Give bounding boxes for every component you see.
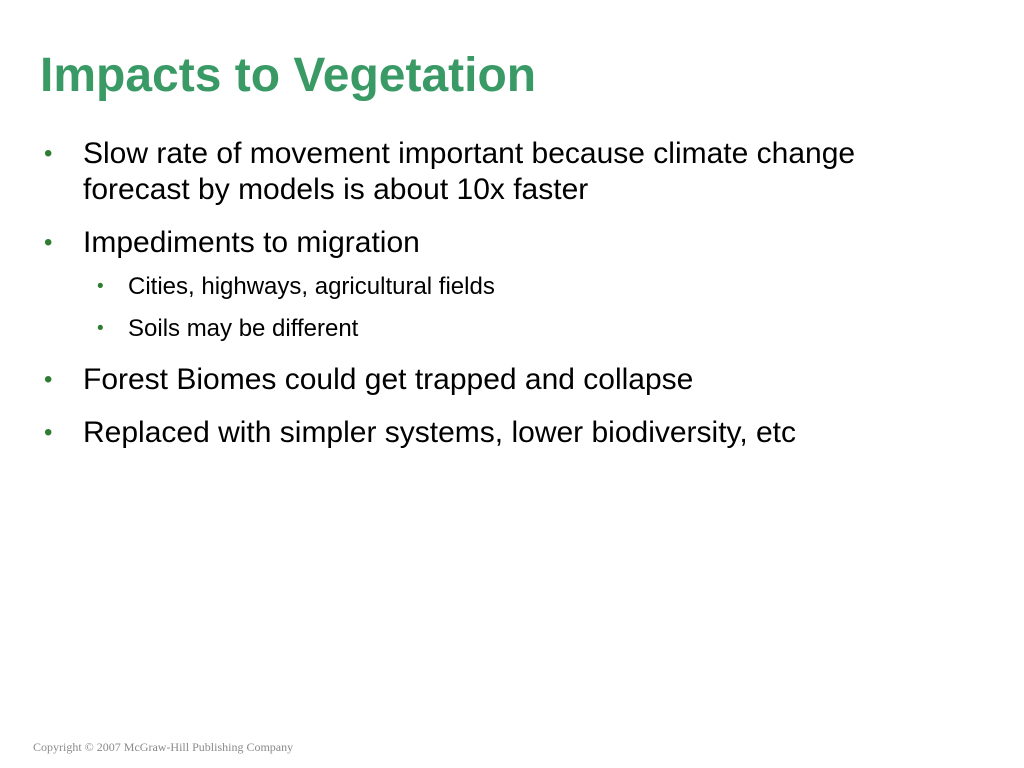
bullet-text: Slow rate of movement important because climate change forecast by models is about 10x faster [83,137,856,206]
copyright-footer: Copyright © 2007 McGraw-Hill Publishing Company [33,740,294,754]
sub-bullet-marker: • [97,276,104,297]
sub-bullet-text: Soils may be different [128,315,359,342]
slide-title: Impacts to Vegetation [40,49,537,102]
bullet-marker: • [44,140,53,167]
bullet-item [44,136,944,208]
bullet-item [44,362,944,398]
bullet-item [44,415,944,451]
bullet-marker: • [44,419,53,446]
bullet-item [44,225,944,345]
bullet-marker: • [44,366,53,393]
bullet-marker: • [44,229,53,256]
sub-bullet-item [83,271,944,303]
sub-bullet-item [83,313,944,345]
bullet-text: Replaced with simpler systems, lower biodiversity, etc [83,416,797,449]
sub-bullet-text: Cities, highways, agricultural fields [128,273,495,300]
bullet-text: Forest Biomes could get trapped and collapse [83,363,694,396]
sub-bullet-list [83,271,944,345]
sub-bullet-marker: • [97,318,104,339]
bullet-list [44,136,944,468]
bullet-text: Impediments to migration [83,226,420,259]
